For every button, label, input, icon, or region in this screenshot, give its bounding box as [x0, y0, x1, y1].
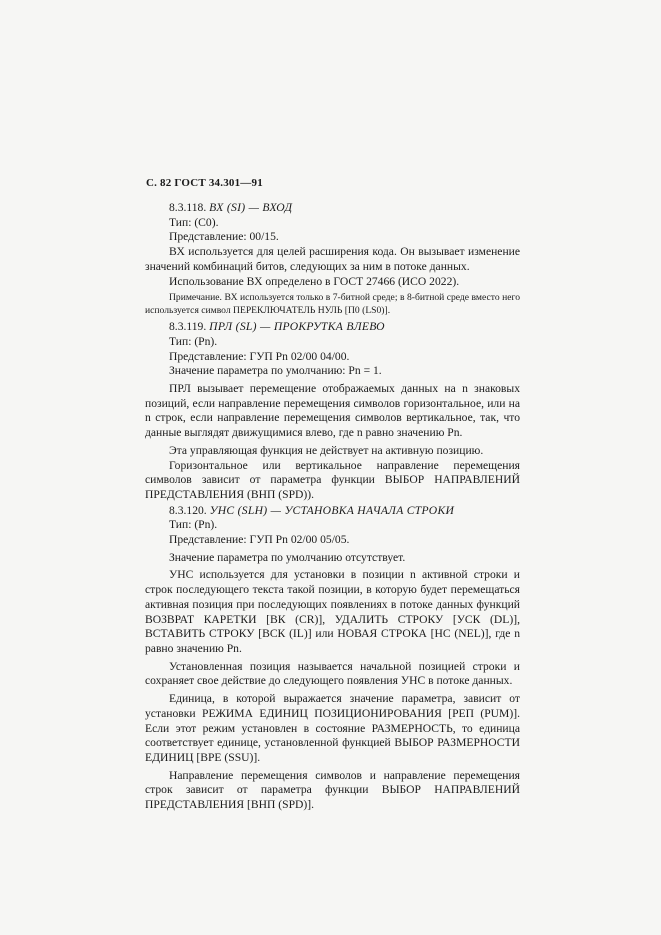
representation-line: Представление: ГУП Рn 02/00 04/00.	[169, 349, 350, 363]
paragraph: УНС используется для установки в позиции n активной строки и строк последующего текста такой позиции, в которую будет перемещаться активная позиция при последующих появлениях в потоке данных функций ВОЗВРАТ КАРЕТКИ [ВК (CR)], УДАЛИТЬ СТРОКУ [УСК (DL)], ВСТАВИТЬ СТРОКУ [ВСК (IL)] или НОВАЯ СТРОКА [НС (NEL)], где n равно значению Рn.	[145, 568, 520, 655]
section-number: 8.3.120.	[169, 503, 207, 517]
paragraph: Направление перемещения символов и направление перемещения строк зависит от параметра функции ВЫБОР НАПРАВЛЕНИЙ ПРЕДСТАВЛЕНИЯ [ВНП (SPD)].	[145, 768, 520, 812]
paragraph: Установленная позиция называется начальной позицией строки и сохраняет свое действие до следующего появления УНС в потоке данных.	[145, 659, 520, 688]
section-title	[145, 504, 520, 519]
paragraph: Единица, в которой выражается значение параметра, зависит от установки РЕЖИМА ЕДИНИЦ ПОЗИЦИОНИРОВАНИЯ [РЕП (PUM)]. Если этот режим установлен в состояние РАЗМЕРНОСТЬ, то единица соответствует единице, установленной функцией ВЫБОР РАЗМЕРНОСТИ ЕДИНИЦ [ВРЕ (SSU)].	[145, 692, 520, 764]
type-line: Тип: (Рn).	[169, 334, 218, 348]
section-number: 8.3.118.	[169, 201, 207, 214]
section-title	[145, 320, 520, 335]
paragraph: ВХ используется для целей расширения кода. Он вызывает изменение значений комбинаций битов, следующих за ним в потоке данных.	[145, 245, 520, 273]
paragraph: Использование ВХ определено в ГОСТ 27466 (ИСО 2022).	[169, 274, 460, 288]
paragraph: Эта управляющая функция не действует на активную позицию.	[169, 443, 484, 457]
page-header: С. 82 ГОСТ 34.301—91	[146, 177, 263, 189]
section-heading: ПРЛ (SL) — ПРОКРУТКА ВЛЕВО	[209, 320, 385, 334]
note: Примечание. ВХ используется только в 7-битной среде; в 8-битной среде вместо него используется символ ПЕРЕКЛЮЧАТЕЛЬ НУЛЬ [П0 (LS0)].	[145, 292, 520, 316]
default-line: Значение параметра по умолчанию: Рn = 1.	[169, 364, 382, 378]
representation-line: Представление: 00/15.	[169, 230, 279, 244]
paragraph: Горизонтальное или вертикальное направление перемещения символов зависит от параметра функции ВЫБОР НАПРАВЛЕНИЙ ПРЕДСТАВЛЕНИЯ (ВНП (SPD)).	[145, 458, 520, 501]
section-number: 8.3.119.	[169, 320, 207, 334]
paragraph: ПРЛ вызывает перемещение отображаемых данных на n знаковых позиций, если направление перемещения символов горизонтальное, или на n строк, если направление перемещения символов вертикальное, так, что данные выглядят движущимися влево, где n равно значению Рn.	[145, 382, 520, 440]
page-content	[145, 200, 520, 813]
section-heading: ВХ (SI) — ВХОД	[209, 201, 293, 214]
type-line: Тип: (Рn).	[169, 518, 218, 532]
representation-line: Представление: ГУП Рn 02/00 05/05.	[169, 533, 350, 547]
type-line: Тип: (С0).	[169, 215, 219, 229]
default-line: Значение параметра по умолчанию отсутствует.	[169, 550, 406, 564]
section-heading: УНС (SLH) — УСТАНОВКА НАЧАЛА СТРОКИ	[209, 503, 455, 517]
section-title	[145, 201, 520, 216]
